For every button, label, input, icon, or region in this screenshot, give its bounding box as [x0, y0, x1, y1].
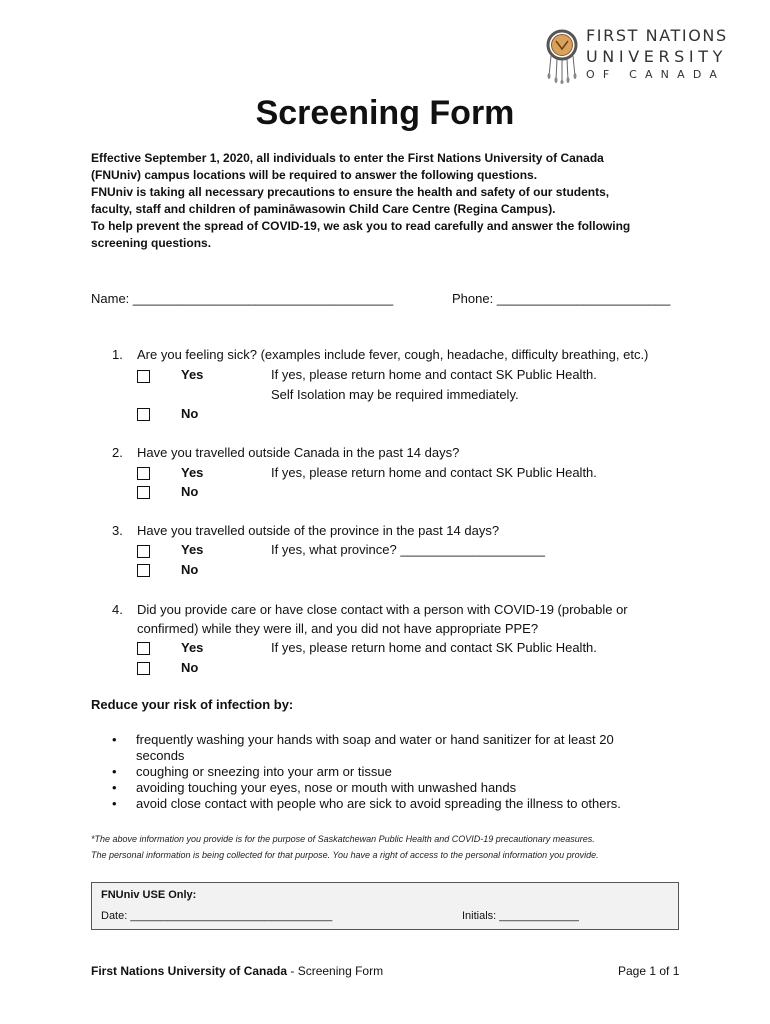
disclaimer-line: *The above information you provide is for the purpose of Saskatchewan Public Health and COVID-19 precautionary measures. [91, 834, 595, 844]
intro-line: Effective September 1, 2020, all individuals to enter the First Nations University of Canada [91, 151, 604, 165]
office-use-box [91, 882, 679, 930]
q4-no-label: No [181, 660, 199, 675]
office-use-date-field[interactable]: Date: _________________________________ [101, 910, 333, 922]
footer-org: First Nations University of Canada [91, 964, 288, 978]
footer-doc: - Screening Form [287, 964, 384, 978]
footer-title [91, 964, 383, 978]
intro-paragraph [91, 150, 691, 252]
question-number: 3. [112, 523, 123, 538]
q4-yes-label: Yes [181, 640, 204, 655]
intro-line: (FNUniv) campus locations will be required to answer the following questions. [91, 168, 538, 182]
q3-no-checkbox[interactable] [137, 564, 150, 577]
q2-no-label: No [181, 484, 199, 499]
list-item: • frequently washing your hands with soap and water or hand sanitizer for at least 20 seconds [112, 732, 656, 764]
q3-province-field[interactable]: If yes, what province? ____________________ [271, 542, 545, 557]
q1-yes-label: Yes [181, 367, 204, 382]
logo-text-line2: UNIVERSITY [586, 47, 727, 66]
name-field[interactable]: Name: ____________________________________ [91, 291, 394, 306]
question-text: Did you provide care or have close contact with a person with COVID-19 (probable or [137, 602, 628, 617]
intro-line: screening questions. [91, 236, 212, 250]
q2-yes-checkbox[interactable] [137, 467, 150, 480]
logo-emblem-icon [543, 28, 581, 84]
intro-line: FNUniv is taking all necessary precautions to ensure the health and safety of our students, [91, 185, 610, 199]
q3-no-label: No [181, 562, 199, 577]
question-number: 2. [112, 445, 123, 460]
list-item: • avoiding touching your eyes, nose or mouth with unwashed hands [112, 780, 676, 796]
q4-yes-checkbox[interactable] [137, 642, 150, 655]
q4-no-checkbox[interactable] [137, 662, 150, 675]
q1-note: Self Isolation may be required immediately. [271, 387, 519, 402]
intro-line: faculty, staff and children of pamināwasowin Child Care Centre (Regina Campus). [91, 202, 556, 216]
q3-yes-label: Yes [181, 542, 204, 557]
q2-yes-label: Yes [181, 465, 204, 480]
q1-note: If yes, please return home and contact SK Public Health. [271, 367, 597, 382]
question-number: 1. [112, 347, 123, 362]
list-item: • avoid close contact with people who are sick to avoid spreading the illness to others. [112, 796, 676, 812]
q3-yes-checkbox[interactable] [137, 545, 150, 558]
question-text: confirmed) while they were ill, and you did not have appropriate PPE? [137, 621, 539, 636]
privacy-disclaimer [91, 831, 599, 863]
page-number: Page 1 of 1 [618, 964, 680, 978]
question-text: Are you feeling sick? (examples include fever, cough, headache, difficulty breathing, etc.) [137, 347, 649, 362]
question-text: Have you travelled outside of the province in the past 14 days? [137, 523, 500, 538]
office-use-title: FNUniv USE Only: [101, 889, 197, 901]
list-item: • coughing or sneezing into your arm or tissue [112, 764, 676, 780]
q1-yes-checkbox[interactable] [137, 370, 150, 383]
question-number: 4. [112, 602, 123, 617]
reduce-risk-list [112, 732, 676, 812]
logo-text-line3: OF CANADA [586, 68, 726, 81]
university-logo [543, 26, 728, 86]
q2-no-checkbox[interactable] [137, 486, 150, 499]
question-text: Have you travelled outside Canada in the past 14 days? [137, 445, 460, 460]
page-title: Screening Form [255, 94, 515, 132]
q2-note: If yes, please return home and contact SK Public Health. [271, 465, 597, 480]
phone-field[interactable]: Phone: ________________________ [452, 291, 671, 306]
disclaimer-line: The personal information is being collected for that purpose. You have a right of access to the personal information you provide. [91, 850, 599, 860]
logo-text-line1: FIRST NATIONS [586, 26, 728, 45]
q4-note: If yes, please return home and contact SK Public Health. [271, 640, 597, 655]
intro-line: To help prevent the spread of COVID-19, we ask you to read carefully and answer the following [91, 219, 631, 233]
q1-no-label: No [181, 406, 199, 421]
q1-no-checkbox[interactable] [137, 408, 150, 421]
reduce-risk-heading: Reduce your risk of infection by: [91, 697, 294, 712]
office-use-initials-field[interactable]: Initials: _____________ [462, 910, 579, 922]
